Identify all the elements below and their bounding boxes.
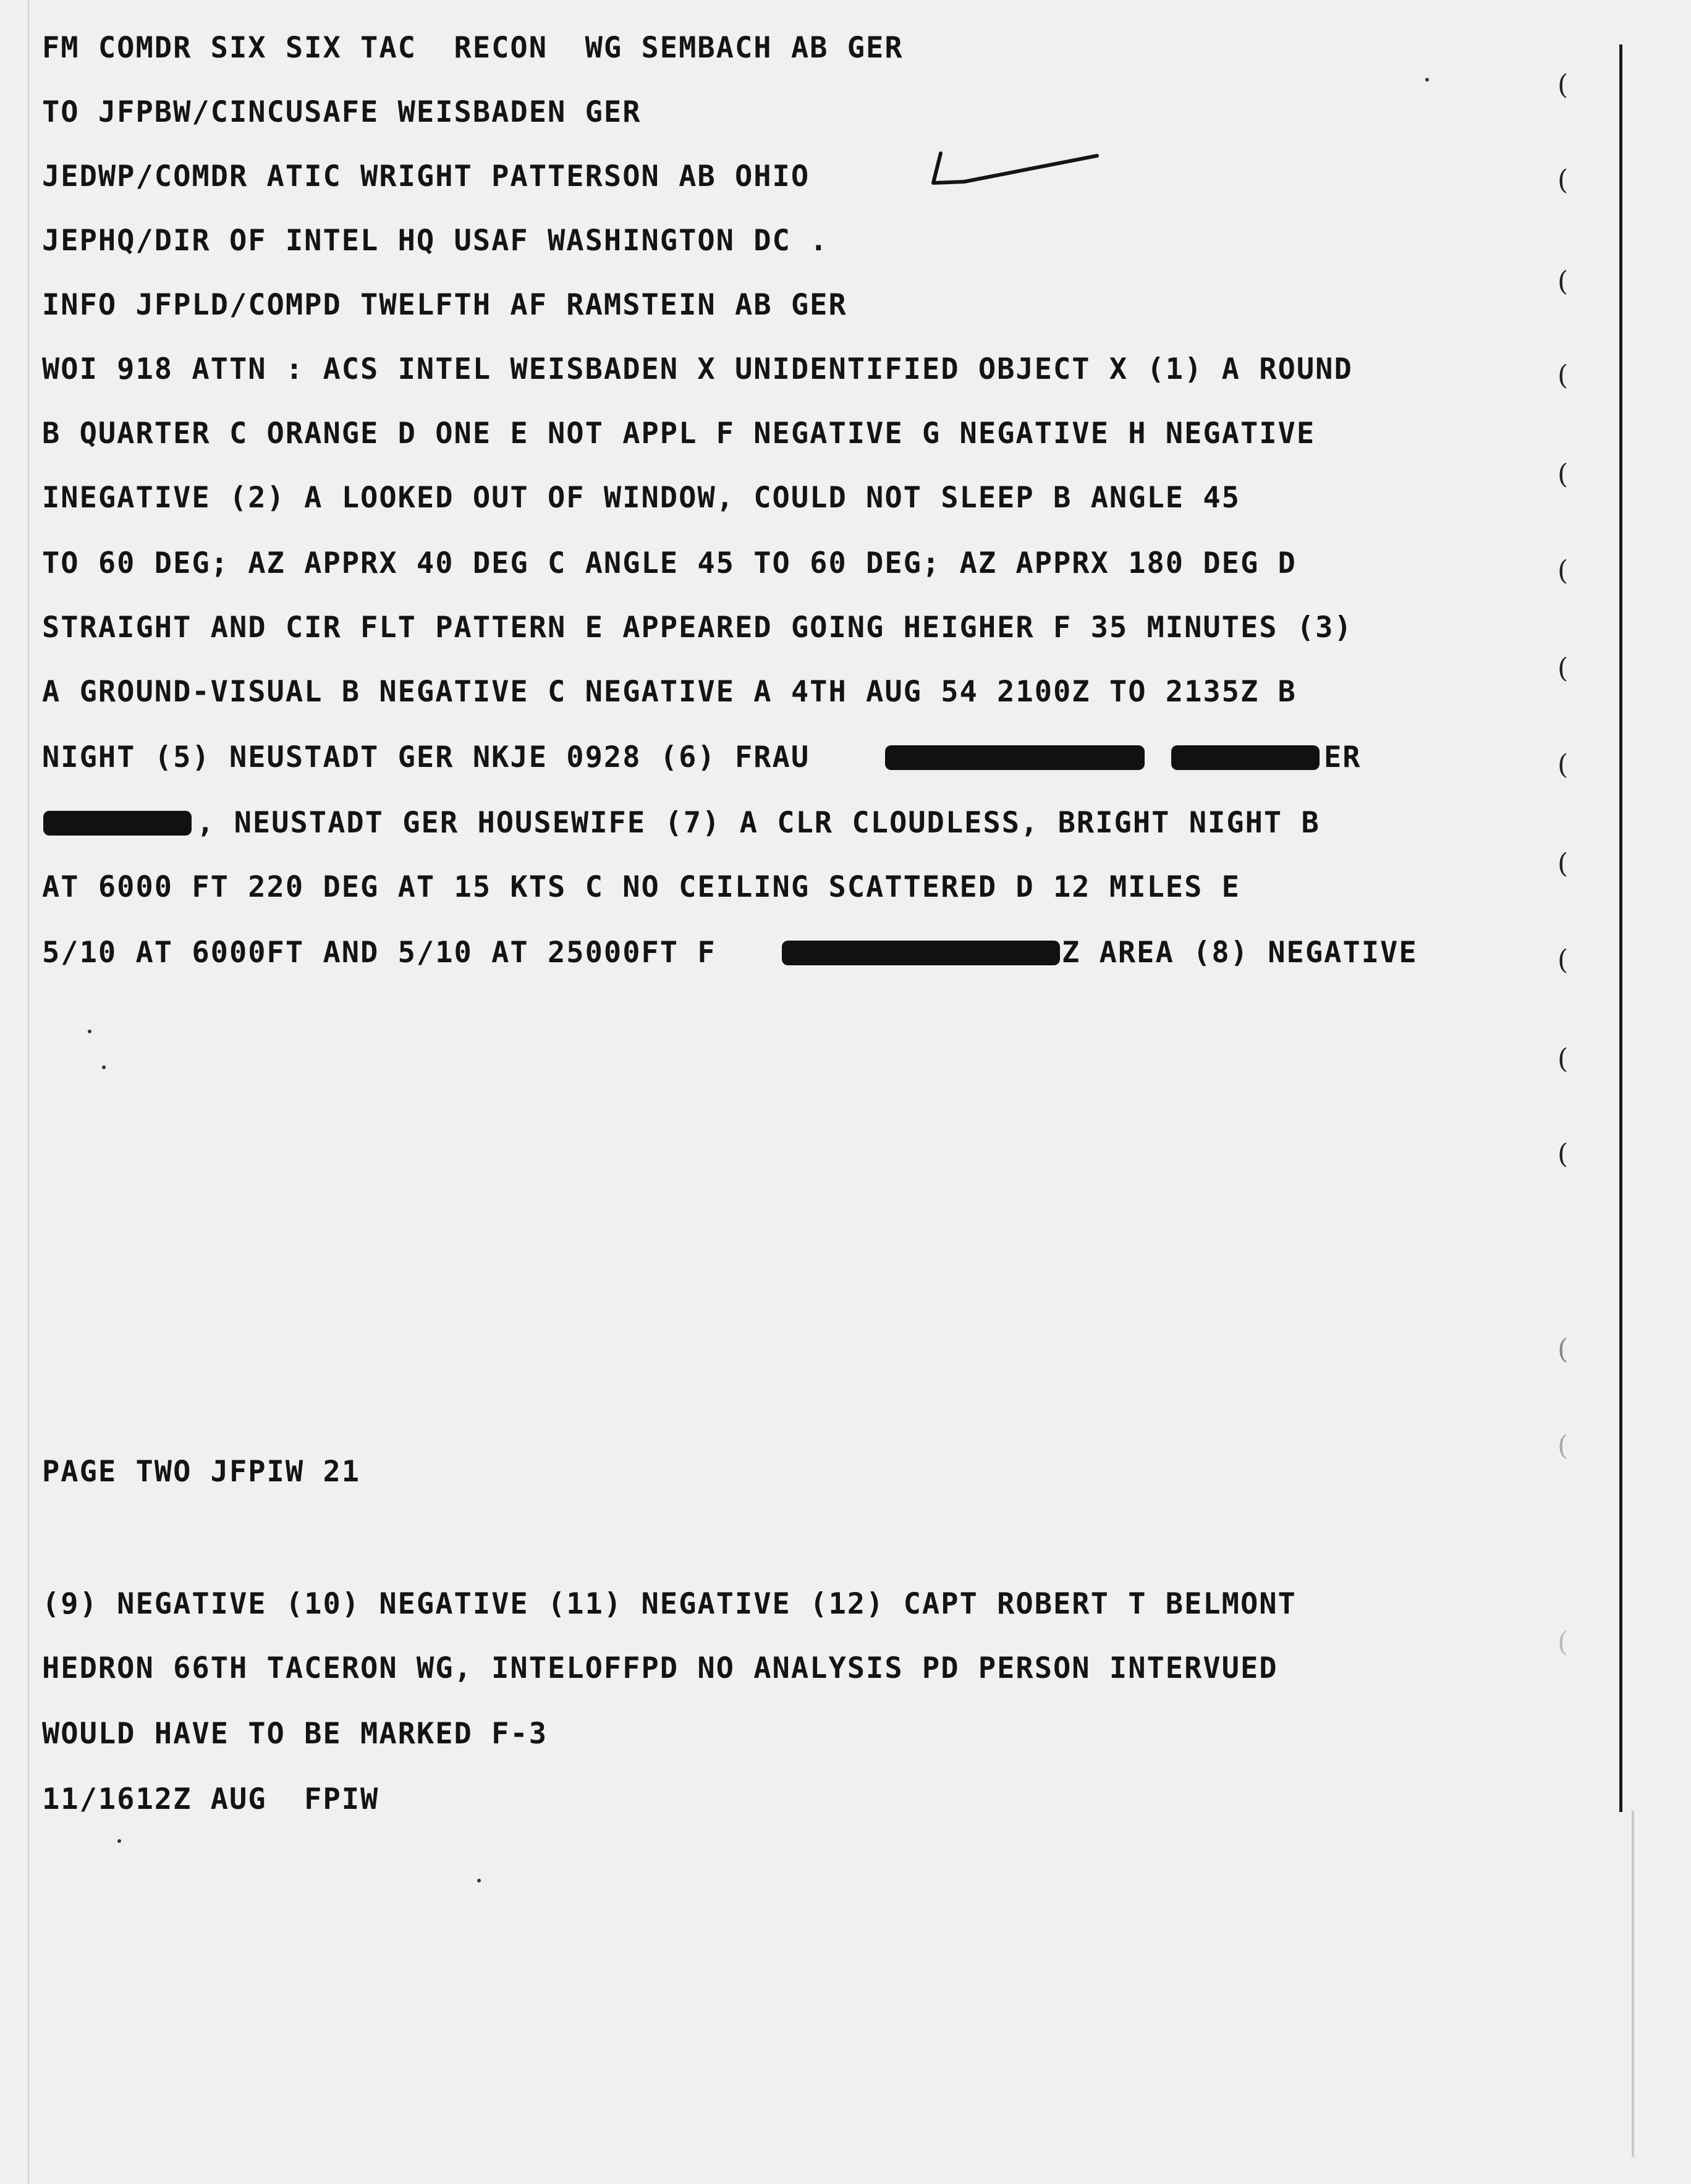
message-body-line: , NEUSTADT GER HOUSEWIFE (7) A CLR CLOUDLESS, BRIGHT NIGHT B <box>197 806 1320 840</box>
message-body-line: Z AREA (8) NEGATIVE <box>1062 936 1418 970</box>
message-date-time-group: 11/1612Z AUG FPIW <box>42 1782 379 1816</box>
message-header-info: INFO JFPLD/COMPD TWELFTH AF RAMSTEIN AB GER <box>42 288 847 322</box>
scan-edge <box>28 0 29 2184</box>
message-header-to: TO JFPBW/CINCUSAFE WEISBADEN GER <box>42 95 642 129</box>
punch-hole-icon: ( <box>1558 459 1569 490</box>
scan-speck <box>88 1030 91 1033</box>
punch-hole-icon: ( <box>1558 69 1569 101</box>
message-body-line: INEGATIVE (2) A LOOKED OUT OF WINDOW, COULD NOT SLEEP B ANGLE 45 <box>42 481 1240 515</box>
message-body-line: 5/10 AT 6000FT AND 5/10 AT 25000FT F <box>42 936 716 970</box>
redaction-bar <box>43 811 192 836</box>
scan-speck <box>117 1839 121 1843</box>
scan-speck <box>1425 78 1429 82</box>
message-body-line: (9) NEGATIVE (10) NEGATIVE (11) NEGATIVE (12) CAPT ROBERT T BELMONT <box>42 1587 1297 1621</box>
message-body-line: HEDRON 66TH TACERON WG, INTELOFFPD NO ANALYSIS PD PERSON INTERVUED <box>42 1651 1278 1685</box>
message-header-from: FM COMDR SIX SIX TAC RECON WG SEMBACH AB GER <box>42 31 904 65</box>
scan-speck <box>477 1879 481 1882</box>
message-header-recipient-hq: JEPHQ/DIR OF INTEL HQ USAF WASHINGTON DC . <box>42 224 829 258</box>
message-body-line: STRAIGHT AND CIR FLT PATTERN E APPEARED GOING HEIGHER F 35 MINUTES (3) <box>42 611 1353 645</box>
redaction-bar <box>1171 745 1320 770</box>
punch-hole-icon: ( <box>1558 266 1569 297</box>
punch-hole-icon: ( <box>1558 1043 1569 1075</box>
punch-hole-icon: ( <box>1558 1334 1569 1365</box>
punch-hole-icon: ( <box>1558 749 1569 781</box>
punch-hole-icon: ( <box>1558 1430 1569 1462</box>
message-body-line: AT 6000 FT 220 DEG AT 15 KTS C NO CEILING SCATTERED D 12 MILES E <box>42 870 1240 904</box>
message-body-line: B QUARTER C ORANGE D ONE E NOT APPL F NEGATIVE G NEGATIVE H NEGATIVE <box>42 417 1316 451</box>
punch-hole-icon: ( <box>1558 653 1569 684</box>
page-header: PAGE TWO JFPIW 21 <box>42 1455 361 1489</box>
punch-hole-icon: ( <box>1558 848 1569 879</box>
message-body-line: WOULD HAVE TO BE MARKED F-3 <box>42 1717 548 1751</box>
message-header-recipient-atic: JEDWP/COMDR ATIC WRIGHT PATTERSON AB OHIO <box>42 159 810 193</box>
punch-hole-icon: ( <box>1558 555 1569 586</box>
scan-speck <box>102 1065 106 1069</box>
right-margin-rule-faint <box>1632 1811 1634 2157</box>
message-body-line: TO 60 DEG; AZ APPRX 40 DEG C ANGLE 45 TO 60 DEG; AZ APPRX 180 DEG D <box>42 546 1297 580</box>
punch-hole-icon: ( <box>1558 1138 1569 1170</box>
redaction-bar <box>885 745 1145 770</box>
redacted-fragment: ER <box>1324 740 1362 774</box>
message-body-line: NIGHT (5) NEUSTADT GER NKJE 0928 (6) FRAU <box>42 740 810 774</box>
redaction-bar <box>782 941 1060 965</box>
punch-hole-icon: ( <box>1558 944 1569 976</box>
checkmark-icon <box>927 147 1106 190</box>
punch-hole-icon: ( <box>1558 164 1569 196</box>
punch-hole-icon: ( <box>1558 1627 1569 1658</box>
message-body-line: A GROUND-VISUAL B NEGATIVE C NEGATIVE A 4TH AUG 54 2100Z TO 2135Z B <box>42 675 1297 709</box>
message-body-line: WOI 918 ATTN : ACS INTEL WEISBADEN X UNIDENTIFIED OBJECT X (1) A ROUND <box>42 352 1353 386</box>
punch-hole-icon: ( <box>1558 360 1569 391</box>
right-margin-rule <box>1619 44 1622 1812</box>
